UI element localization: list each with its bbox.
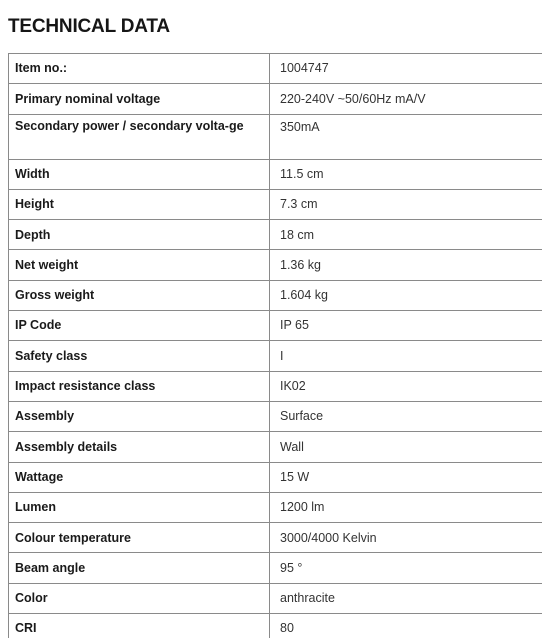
spec-value: Wall [270, 432, 542, 462]
spec-label: IP Code [9, 311, 270, 341]
table-row [9, 523, 542, 553]
table-row [9, 462, 542, 492]
page-title: TECHNICAL DATA [8, 16, 170, 37]
spec-label: Height [9, 189, 270, 219]
spec-value: 15 W [270, 462, 542, 492]
spec-value: I [270, 341, 542, 371]
table-row [9, 401, 542, 431]
table-row [9, 492, 542, 522]
spec-value: Surface [270, 401, 542, 431]
spec-value: 3000/4000 Kelvin [270, 523, 542, 553]
spec-label: Width [9, 159, 270, 189]
table-row [9, 614, 542, 638]
spec-label: Item no.: [9, 54, 270, 84]
spec-label: Depth [9, 220, 270, 250]
spec-label: Impact resistance class [9, 371, 270, 401]
spec-value: 220-240V ~50/60Hz mA/V [270, 84, 542, 114]
spec-value: 95 ° [270, 553, 542, 583]
spec-value: 1004747 [270, 54, 542, 84]
table-row [9, 280, 542, 310]
table-row [9, 220, 542, 250]
spec-label: Primary nominal voltage [9, 84, 270, 114]
table-row [9, 371, 542, 401]
table-row [9, 189, 542, 219]
table-row [9, 341, 542, 371]
spec-label: Beam angle [9, 553, 270, 583]
spec-label: Assembly details [9, 432, 270, 462]
spec-value: anthracite [270, 583, 542, 613]
spec-label: Wattage [9, 462, 270, 492]
spec-label: Net weight [9, 250, 270, 280]
spec-value: IK02 [270, 371, 542, 401]
spec-label: Assembly [9, 401, 270, 431]
spec-label: Safety class [9, 341, 270, 371]
spec-value: IP 65 [270, 311, 542, 341]
spec-label: Colour temperature [9, 523, 270, 553]
spec-label: CRI [9, 614, 270, 638]
table-row [9, 114, 542, 159]
table-row [9, 159, 542, 189]
spec-value: 350mA [270, 114, 542, 159]
spec-value: 7.3 cm [270, 189, 542, 219]
table-row [9, 84, 542, 114]
table-row [9, 311, 542, 341]
table-row [9, 432, 542, 462]
table-row [9, 250, 542, 280]
spec-label: Gross weight [9, 280, 270, 310]
spec-value: 11.5 cm [270, 159, 542, 189]
table-row [9, 583, 542, 613]
table-row [9, 553, 542, 583]
spec-value: 1200 lm [270, 492, 542, 522]
spec-label: Secondary power / secondary volta-ge [9, 114, 270, 159]
spec-value: 18 cm [270, 220, 542, 250]
spec-value: 1.604 kg [270, 280, 542, 310]
spec-value: 1.36 kg [270, 250, 542, 280]
spec-label: Lumen [9, 492, 270, 522]
table-row [9, 54, 542, 84]
technical-data-table [8, 53, 542, 638]
spec-label: Color [9, 583, 270, 613]
spec-value: 80 [270, 614, 542, 638]
